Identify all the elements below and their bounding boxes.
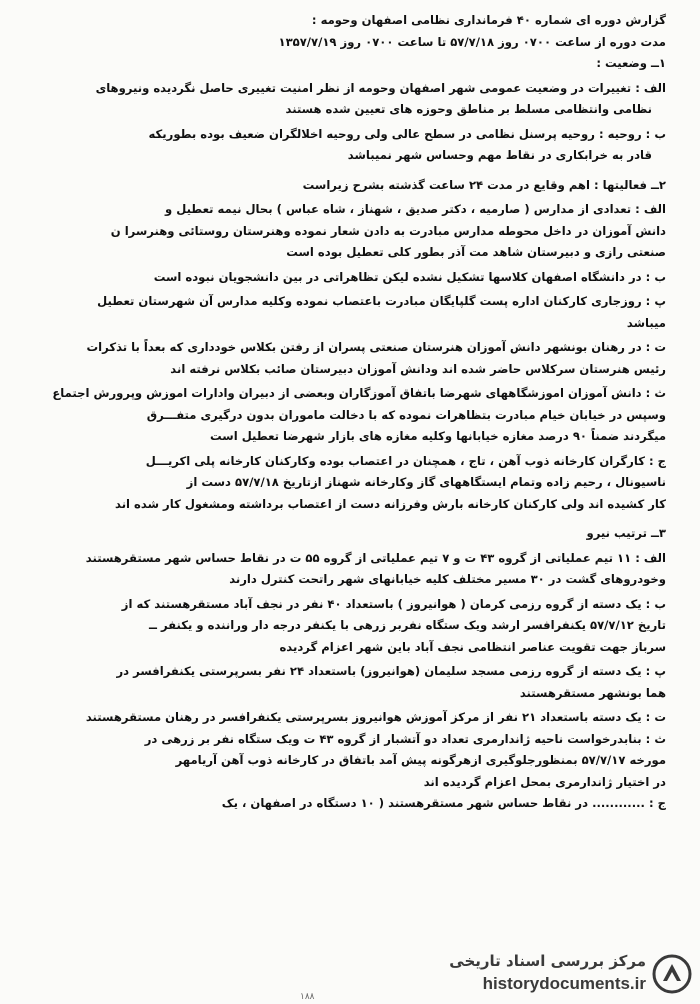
watermark-site: historydocuments.ir [482, 974, 646, 993]
text-line: پ : روزجاری کارکنان اداره پست گلپایگان مبادرت باعتصاب نموده وکلیه مدارس آن شهرستان تعطیل [97, 294, 666, 308]
text-line: الف : ۱۱ تیم عملیاتی از گروه ۴۳ ت و ۷ تیم عملیاتی از گروه ۵۵ ت در نقاط حساس شهر مستقرهستند [85, 550, 666, 565]
text-line: نظامی وانتظامی مسلط بر مناطق وحوزه های تعیین شده هستند [285, 102, 652, 116]
watermark [432, 952, 692, 998]
section-heading-forces: ۳ــ ترتیب نیرو [586, 526, 666, 540]
text-line: وخودروهای گشت در ۳۰ مسیر مختلف کلیه خیابانهای شهر راتحت کنترل دارند [229, 572, 666, 586]
page-number: ۱۸۸ [300, 992, 315, 1002]
text-line: ب : روحیه : روحیه پرسنل نظامی در سطح عالی ولی روحیه اخلالگران ضعیف بوده بطوریکه [148, 126, 666, 141]
text-line: ث : بنابدرخواست ناحیه ژاندارمری تعداد دو آتشبار از گروه ۴۳ ت ویک ستگاه نفر بر زرهی در [144, 731, 666, 746]
text-line: ث : دانش آموزان اموزشگاههای شهرضا باتفاق آموزگاران وبعضی از دبیران وادارات اموزش وپرورش اجتماع [52, 386, 666, 400]
text-line: تاریخ ۵۷/۷/۱۲ یکنفرافسر ارشد ویک ستگاه نفربر زرهی با یکنفر درجه دار وراننده و یکنفر ــ [148, 618, 666, 632]
text-line: رئیس هنرستان سرکلاس حاضر شده اند ودانش آموزان دبیرستان صائب بکلاس نرفته اند [170, 361, 666, 376]
text-line: مورخه ۵۷/۷/۱۷ بمنظورجلوگیری ازهرگونه پیش آمد باتفاق در کارخانه ذوب آهن آریامهر [175, 753, 666, 767]
text-line: پ : یک دسته از گروه رزمی مسجد سلیمان (هوانیروز) باستعداد ۲۴ نفر بسرپرستی یکنفرافسر در [116, 664, 666, 678]
text-line: قادر به خرابکاری در نقاط مهم وحساس شهر نمیباشد [347, 148, 652, 162]
section-heading-activities: ۲ــ فعالیتها : اهم وقایع در مدت ۲۴ ساعت گذشته بشرح زیراست [302, 177, 666, 192]
report-title: گزارش دوره ای شماره ۴۰ فرمانداری نظامی اصفهان وحومه : [311, 13, 666, 27]
text-line: ت : یک دسته باستعداد ۲۱ نفر از مرکز آموزش هوانیروز بسرپرستی یکنفرافسر در رهنان مستقرهستند [85, 710, 666, 724]
document-body [10, 10, 666, 815]
text-line: ت : در رهنان بونشهر دانش آموزان هنرستان صنعتی پسران از رفتن بکلاس خودداری که بعداً با تذکرات [86, 340, 666, 354]
text-line: صنعتی رازی و دبیرستان شاهد مت آذر بطور کلی تعطیل بوده است [286, 245, 666, 259]
text-line: الف : تغییرات در وضعیت عمومی شهر اصفهان وحومه از نظر امنیت تغییری حاصل نگردیده ونیروهای [95, 80, 666, 95]
text-line: ناسیونال ، رحیم زاده وتمام ایستگاههای گاز وکارخانه شهناز ازتاریخ ۵۷/۷/۱۸ دست از [186, 475, 666, 489]
text-line: وسپس در خیابان خیام مبادرت بتظاهرات نموده که با دخالت ماموران بدون درگیری متفـــرق [146, 407, 666, 422]
text-line: ج : ............ در نقاط حساس شهر مستقرهستند ( ۱۰ دستگاه در اصفهان ، یک [221, 796, 666, 810]
text-line: میگردند ضمناً ۹۰ درصد مغازه خیابانها وکلیه مغازه های بازار شهرضا تعطیل است [210, 429, 666, 443]
text-line: هما بونشهر مستقرهستند [519, 685, 666, 700]
text-line: الف : تعدادی از مدارس ( صارمیه ، دکتر صدیق ، شهناز ، شاه عباس ) بحال نیمه تعطیل و [164, 202, 666, 216]
archive-logo-icon [652, 954, 692, 994]
text-line: ب : یک دسته از گروه رزمی کرمان ( هوانیروز ) باستعداد ۴۰ نفر در نجف آباد مستقرهستند که از [121, 596, 666, 611]
report-period: مدت دوره از ساعت ۰۷۰۰ روز ۵۷/۷/۱۸ تا ساعت ۰۷۰۰ روز ۱۳۵۷/۷/۱۹ [278, 34, 666, 49]
text-line: ب : در دانشگاه اصفهان کلاسها تشکیل نشده لیکن تظاهراتی در بین دانشجویان نبوده است [153, 269, 666, 284]
watermark-title: مرکز بررسی اسناد تاریخی [449, 952, 646, 970]
text-line: کار کشیده اند ولی کارکنان کارخانه بارش وفرزانه دست از اعتصاب برداشته ومشغول کار شده اند [115, 496, 666, 511]
text-line: دانش آموزان در داخل محوطه مدارس مبادرت به دادن شعار نموده وهنرستان روستائی وهنرسرا ن [110, 223, 666, 238]
text-line: میباشد [626, 315, 666, 330]
text-line: ج : کارگران کارخانه ذوب آهن ، تاج ، همچنان در اعتصاب بوده وکارکنان کارخانه پلی اکریـــل [145, 453, 666, 468]
text-line: سرباز جهت تقویت عناصر انتظامی نجف آباد باین شهر اعزام گردیده [279, 639, 666, 654]
section-heading-status: ۱ــ وضعیت : [596, 56, 666, 70]
text-line: در اختیار ژاندارمری بمحل اعزام گردیده اند [423, 774, 666, 789]
